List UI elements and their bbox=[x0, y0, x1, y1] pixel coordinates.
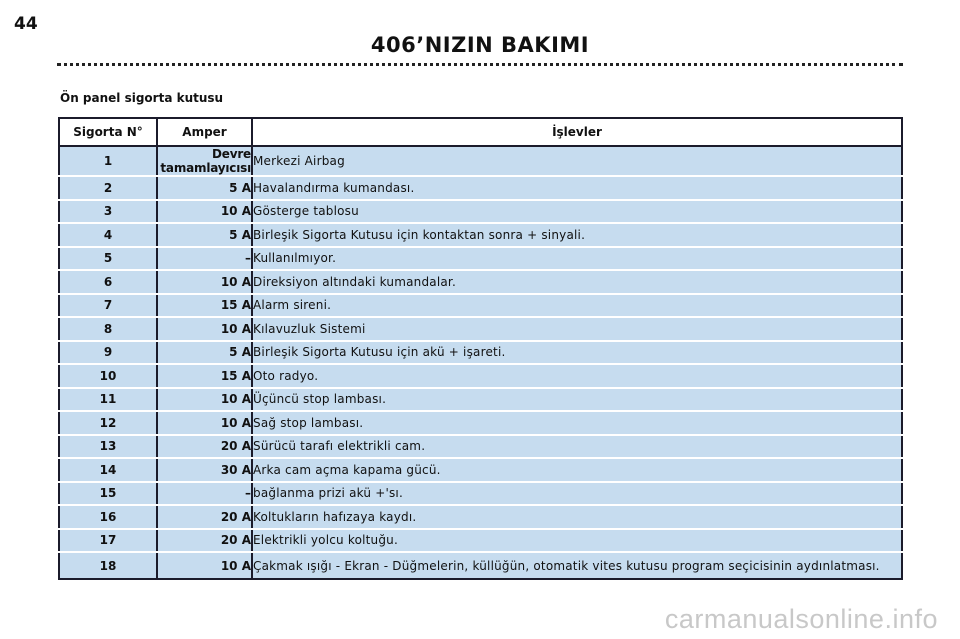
function-cell: Merkezi Airbag bbox=[252, 146, 902, 176]
fuse-number-cell: 2 bbox=[59, 176, 157, 200]
fuse-number-cell: 13 bbox=[59, 435, 157, 459]
amper-cell: 20 A bbox=[157, 529, 252, 553]
function-cell: Havalandırma kumandası. bbox=[252, 176, 902, 200]
fuse-number-cell: 14 bbox=[59, 458, 157, 482]
table-row bbox=[59, 435, 902, 459]
function-cell: Kılavuzluk Sistemi bbox=[252, 317, 902, 341]
table-header-row bbox=[59, 118, 902, 146]
fuse-number-cell: 3 bbox=[59, 200, 157, 224]
fuse-table-body bbox=[59, 146, 902, 579]
fuse-number-cell: 16 bbox=[59, 505, 157, 529]
function-cell: Oto radyo. bbox=[252, 364, 902, 388]
table-row bbox=[59, 317, 902, 341]
watermark: carmanualsonline.info bbox=[664, 604, 938, 634]
function-cell: Sürücü tarafı elektrikli cam. bbox=[252, 435, 902, 459]
page-title: 406’NIZIN BAKIMI bbox=[370, 33, 590, 57]
dotted-divider bbox=[57, 63, 903, 66]
fuse-number-cell: 6 bbox=[59, 270, 157, 294]
function-cell: Arka cam açma kapama gücü. bbox=[252, 458, 902, 482]
amper-cell: 10 A bbox=[157, 317, 252, 341]
function-cell: Üçüncü stop lambası. bbox=[252, 388, 902, 412]
fuse-number-cell: 17 bbox=[59, 529, 157, 553]
amper-cell: 5 A bbox=[157, 341, 252, 365]
amper-cell: 15 A bbox=[157, 294, 252, 318]
fuse-number-cell: 12 bbox=[59, 411, 157, 435]
function-cell: bağlanma prizi akü +'sı. bbox=[252, 482, 902, 506]
function-cell: Birleşik Sigorta Kutusu için kontaktan sonra + sinyali. bbox=[252, 223, 902, 247]
fuse-number-cell: 11 bbox=[59, 388, 157, 412]
function-cell: Direksiyon altındaki kumandalar. bbox=[252, 270, 902, 294]
fuse-number-cell: 8 bbox=[59, 317, 157, 341]
table-row bbox=[59, 529, 902, 553]
amper-cell: 30 A bbox=[157, 458, 252, 482]
amper-cell: 10 A bbox=[157, 200, 252, 224]
table-row bbox=[59, 247, 902, 271]
header-fuse-number: Sigorta N° bbox=[59, 118, 157, 146]
amper-cell: Devre tamamlayıcısı bbox=[157, 146, 252, 176]
amper-cell: – bbox=[157, 482, 252, 506]
table-row bbox=[59, 364, 902, 388]
function-cell: Alarm sireni. bbox=[252, 294, 902, 318]
amper-cell: 10 A bbox=[157, 411, 252, 435]
function-cell: Sağ stop lambası. bbox=[252, 411, 902, 435]
table-row bbox=[59, 388, 902, 412]
amper-cell: 10 A bbox=[157, 270, 252, 294]
fuse-number-cell: 10 bbox=[59, 364, 157, 388]
table-row bbox=[59, 294, 902, 318]
function-cell: Elektrikli yolcu koltuğu. bbox=[252, 529, 902, 553]
fuse-number-cell: 1 bbox=[59, 146, 157, 176]
fuse-table bbox=[58, 117, 903, 580]
amper-cell: 10 A bbox=[157, 388, 252, 412]
fuse-number-cell: 5 bbox=[59, 247, 157, 271]
page-number: 44 bbox=[14, 14, 38, 34]
table-row bbox=[59, 482, 902, 506]
fuse-number-cell: 7 bbox=[59, 294, 157, 318]
table-row bbox=[59, 411, 902, 435]
function-cell: Gösterge tablosu bbox=[252, 200, 902, 224]
table-row bbox=[59, 552, 902, 579]
amper-cell: 5 A bbox=[157, 176, 252, 200]
section-heading: Ön panel sigorta kutusu bbox=[60, 91, 224, 105]
table-row bbox=[59, 505, 902, 529]
fuse-number-cell: 9 bbox=[59, 341, 157, 365]
table-row bbox=[59, 223, 902, 247]
fuse-number-cell: 4 bbox=[59, 223, 157, 247]
amper-cell: 20 A bbox=[157, 435, 252, 459]
header-amper: Amper bbox=[157, 118, 252, 146]
amper-cell: – bbox=[157, 247, 252, 271]
table-row bbox=[59, 458, 902, 482]
table-row bbox=[59, 341, 902, 365]
function-cell: Birleşik Sigorta Kutusu için akü + işareti. bbox=[252, 341, 902, 365]
function-cell: Kullanılmıyor. bbox=[252, 247, 902, 271]
amper-cell: 15 A bbox=[157, 364, 252, 388]
table-row bbox=[59, 270, 902, 294]
table-row bbox=[59, 200, 902, 224]
fuse-number-cell: 18 bbox=[59, 552, 157, 579]
table-row bbox=[59, 146, 902, 176]
function-cell: Koltukların hafızaya kaydı. bbox=[252, 505, 902, 529]
amper-cell: 5 A bbox=[157, 223, 252, 247]
fuse-number-cell: 15 bbox=[59, 482, 157, 506]
amper-cell: 10 A bbox=[157, 552, 252, 579]
function-cell: Çakmak ışığı - Ekran - Düğmelerin, küllüğün, otomatik vites kutusu program seçicisinin aydınlatması. bbox=[252, 552, 902, 579]
table-row bbox=[59, 176, 902, 200]
amper-cell: 20 A bbox=[157, 505, 252, 529]
header-functions: İşlevler bbox=[252, 118, 902, 146]
